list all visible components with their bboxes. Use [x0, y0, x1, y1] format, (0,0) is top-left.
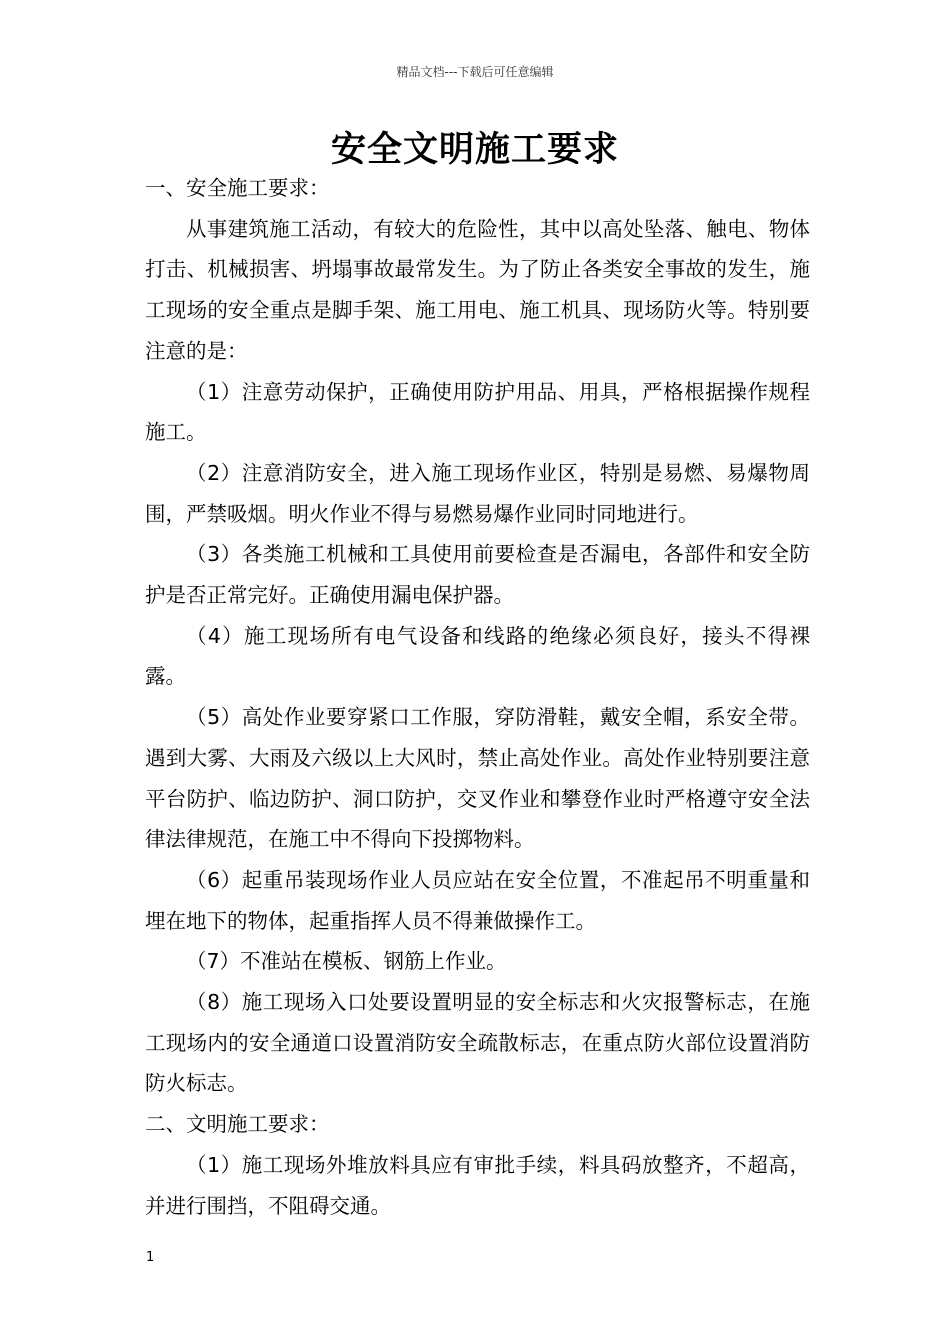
page-number: 1 — [146, 1250, 155, 1265]
list-item: （7）不准站在模板、钢筋上作业。 — [186, 949, 507, 974]
list-item: （5）高处作业要穿紧口工作服，穿防滑鞋，戴安全帽，系安全带。遇到大雾、大雨及六级以上大风时，禁止高处作业。高处作业特别要注意平台防护、临边防护、洞口防护，交叉作业和攀登作业时严格遵守安全法律法律规范，在施工中不得向下投掷物料。 — [145, 705, 810, 852]
document-title: 安全文明施工要求 — [330, 129, 619, 170]
list-item: （2）注意消防安全，进入施工现场作业区，特别是易燃、易爆物周围，严禁吸烟。明火作业不得与易燃易爆作业同时同地进行。 — [145, 460, 810, 526]
section-heading-safety: 一、安全施工要求： — [145, 176, 330, 200]
list-item: （4）施工现场所有电气设备和线路的绝缘必须良好，接头不得裸露。 — [145, 623, 810, 689]
list-item: （3）各类施工机械和工具使用前要检查是否漏电，各部件和安全防护是否正常完好。正确使用漏电保护器。 — [145, 542, 810, 608]
section-heading-civilized: 二、文明施工要求： — [145, 1112, 330, 1137]
list-item: （1）施工现场外堆放料具应有审批手续，料具码放整齐，不超高，并进行围挡，不阻碍交通。 — [145, 1152, 810, 1218]
document-body — [145, 168, 810, 1226]
list-item: （1）注意劳动保护，正确使用防护用品、用具，严格根据操作规程施工。 — [145, 379, 810, 445]
section-intro-paragraph: 从事建筑施工活动，有较大的危险性，其中以高处坠落、触电、物体打击、机械损害、坍塌事故最常发生。为了防止各类安全事故的发生，施工现场的安全重点是脚手架、施工用电、施工机具、现场防火等。特别要注意的是： — [145, 216, 810, 363]
header-note: 精品文档---下载后可任意编辑 — [396, 65, 554, 79]
list-item: （6）起重吊装现场作业人员应站在安全位置，不准起吊不明重量和埋在地下的物体，起重指挥人员不得兼做操作工。 — [145, 867, 810, 933]
list-item: （8）施工现场入口处要设置明显的安全标志和火灾报警标志，在施工现场内的安全通道口设置消防安全疏散标志，在重点防火部位设置消防防火标志。 — [145, 990, 810, 1096]
